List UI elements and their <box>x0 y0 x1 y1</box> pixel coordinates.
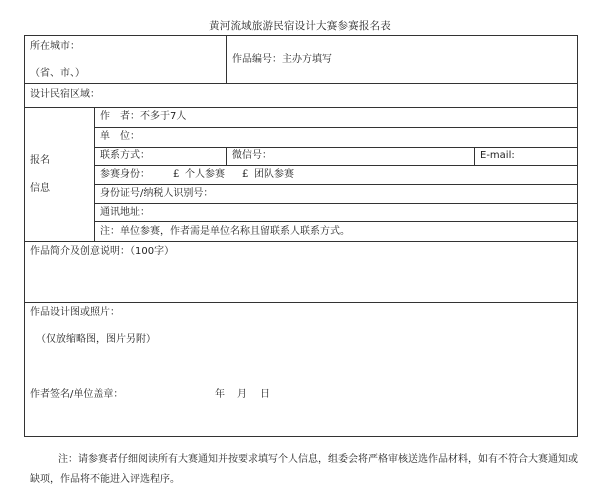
xinxi-label: 信息 <box>30 183 50 194</box>
row-divider <box>94 221 577 222</box>
row-divider <box>25 107 577 108</box>
wechat-label: 微信号： <box>232 150 272 161</box>
col-divider <box>226 147 227 165</box>
signature-day: 日 <box>260 389 270 400</box>
row-divider <box>25 83 577 84</box>
inner-note: 注：单位参赛，作者需是单位名称且留联系人联系方式。 <box>100 226 350 237</box>
row-divider <box>94 165 577 166</box>
identity-label: 参赛身份： <box>100 169 150 180</box>
checkbox-individual-icon[interactable]: £ <box>173 169 180 180</box>
author-label: 作 者：不多于7人 <box>100 111 187 122</box>
col-divider <box>226 36 227 83</box>
design-label: 作品设计图或照片： <box>30 307 120 318</box>
row-divider <box>25 302 577 303</box>
checkbox-team-icon[interactable]: £ <box>242 169 249 180</box>
signature-month: 月 <box>237 389 247 400</box>
row-divider <box>94 184 577 185</box>
city-sub-label: （省、市、） <box>30 68 85 79</box>
footer-note: 注：请参赛者仔细阅读所有大赛通知并按要求填写个人信息，组委会将严格审核送选作品材料，如有不符合大赛通知或缺项，作品将不能进入评选程序。 <box>30 454 578 485</box>
row-divider <box>94 203 577 204</box>
baoming-label: 报名 <box>30 155 50 166</box>
address-label: 通讯地址： <box>100 207 150 218</box>
registration-form-table <box>24 35 578 437</box>
phone-label: 联系方式： <box>100 150 150 161</box>
form-title: 黄河流域旅游民宿设计大赛参赛报名表 <box>209 20 391 32</box>
unit-label: 单 位： <box>100 131 140 142</box>
work-number-label: 作品编号：主办方填写 <box>232 54 332 65</box>
district-label: 设计民宿区域： <box>30 89 100 100</box>
team-option-label: 团队参赛 <box>254 169 294 180</box>
signature-year: 年 <box>215 389 225 400</box>
signature-label: 作者签名/单位盖章： <box>30 389 124 400</box>
individual-option-label: 个人参赛 <box>185 169 225 180</box>
row-divider <box>94 147 577 148</box>
intro-label: 作品简介及创意说明：（100字） <box>30 246 175 257</box>
id-number-label: 身份证号/纳税人识别号： <box>100 188 214 199</box>
row-divider <box>25 241 577 242</box>
col-divider <box>94 107 95 241</box>
email-label: E-mail: <box>480 150 515 161</box>
col-divider <box>474 147 475 165</box>
design-sub-label: （仅放缩略图，图片另附） <box>36 334 156 345</box>
city-label: 所在城市： <box>30 41 80 52</box>
row-divider <box>94 127 577 128</box>
